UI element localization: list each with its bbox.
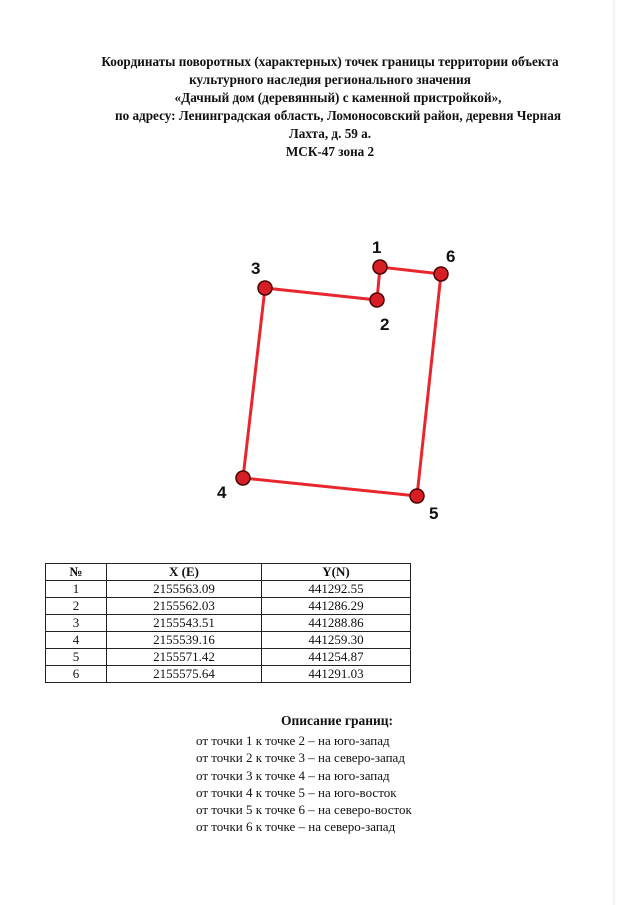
column-header-y: Y(N) [262,564,411,581]
title-line: Координаты поворотных (характерных) точек границы территории объекта [101,54,559,69]
table-row [46,598,411,615]
table-row [46,615,411,632]
description-line: от точки 1 к точке 2 – на юго-запад [196,733,390,748]
description-line: от точки 5 к точке 6 – на северо-восток [196,802,412,818]
title-line: по адресу: Ленинградская область, Ломоносовский район, деревня Черная [114,108,562,123]
cell-x: 2155543.51 [107,615,262,632]
cell-number: 4 [46,632,107,649]
cell-number: 2 [46,598,107,615]
description-heading: Описание границ: [280,713,394,728]
table-header-row [46,564,411,581]
cell-x: 2155575.64 [107,666,262,683]
boundary-point [372,238,387,274]
cell-y: 441288.86 [262,615,411,632]
table-row [46,666,411,683]
cell-x: 2155563.09 [107,581,262,598]
cell-number: 1 [46,581,107,598]
boundary-point [217,471,250,502]
point-label: 3 [251,259,261,278]
point-label: 4 [217,483,227,502]
title-line: культурного наследия регионального значения [189,72,471,87]
description-line: от точки 3 к точке 4 – на юго-запад [196,767,390,783]
boundary-point [410,489,438,523]
point-label: 1 [372,238,382,257]
table-row [46,581,411,598]
boundary-description [196,712,496,836]
description-line: от точки 6 к точке – на северо-запад [196,819,396,835]
cell-y: 441291.03 [262,666,411,683]
title-line: «Дачный дом (деревянный) с каменной пристройкой», [174,90,502,105]
cell-number: 5 [46,649,107,666]
coordinate-system-label: МСК-47 зона 2 [285,144,375,159]
cell-y: 441292.55 [262,581,411,598]
point-label: 5 [429,504,439,523]
title-line: Лахта, д. 59 а. [288,126,372,141]
cell-number: 6 [46,666,107,683]
table-row [46,649,411,666]
boundary-point [434,247,455,281]
cell-number: 3 [46,615,107,632]
cell-x: 2155562.03 [107,598,262,615]
description-line: от точки 4 к точке 5 – на юго-восток [196,784,397,800]
cell-y: 441254.87 [262,649,411,666]
coordinates-table [45,563,411,683]
cell-x: 2155571.42 [107,649,262,666]
boundary-point [370,293,389,334]
table-row [46,632,411,649]
cell-x: 2155539.16 [107,632,262,649]
cell-y: 441259.30 [262,632,411,649]
description-line: от точки 2 к точке 3 – на северо-запад [196,750,405,766]
point-label: 6 [446,247,456,266]
column-header-number: № [46,564,107,581]
column-header-x: X (E) [107,564,262,581]
boundary-point [251,259,272,295]
cell-y: 441286.29 [262,598,411,615]
point-label: 2 [380,315,390,334]
boundary-polygon [243,267,441,496]
